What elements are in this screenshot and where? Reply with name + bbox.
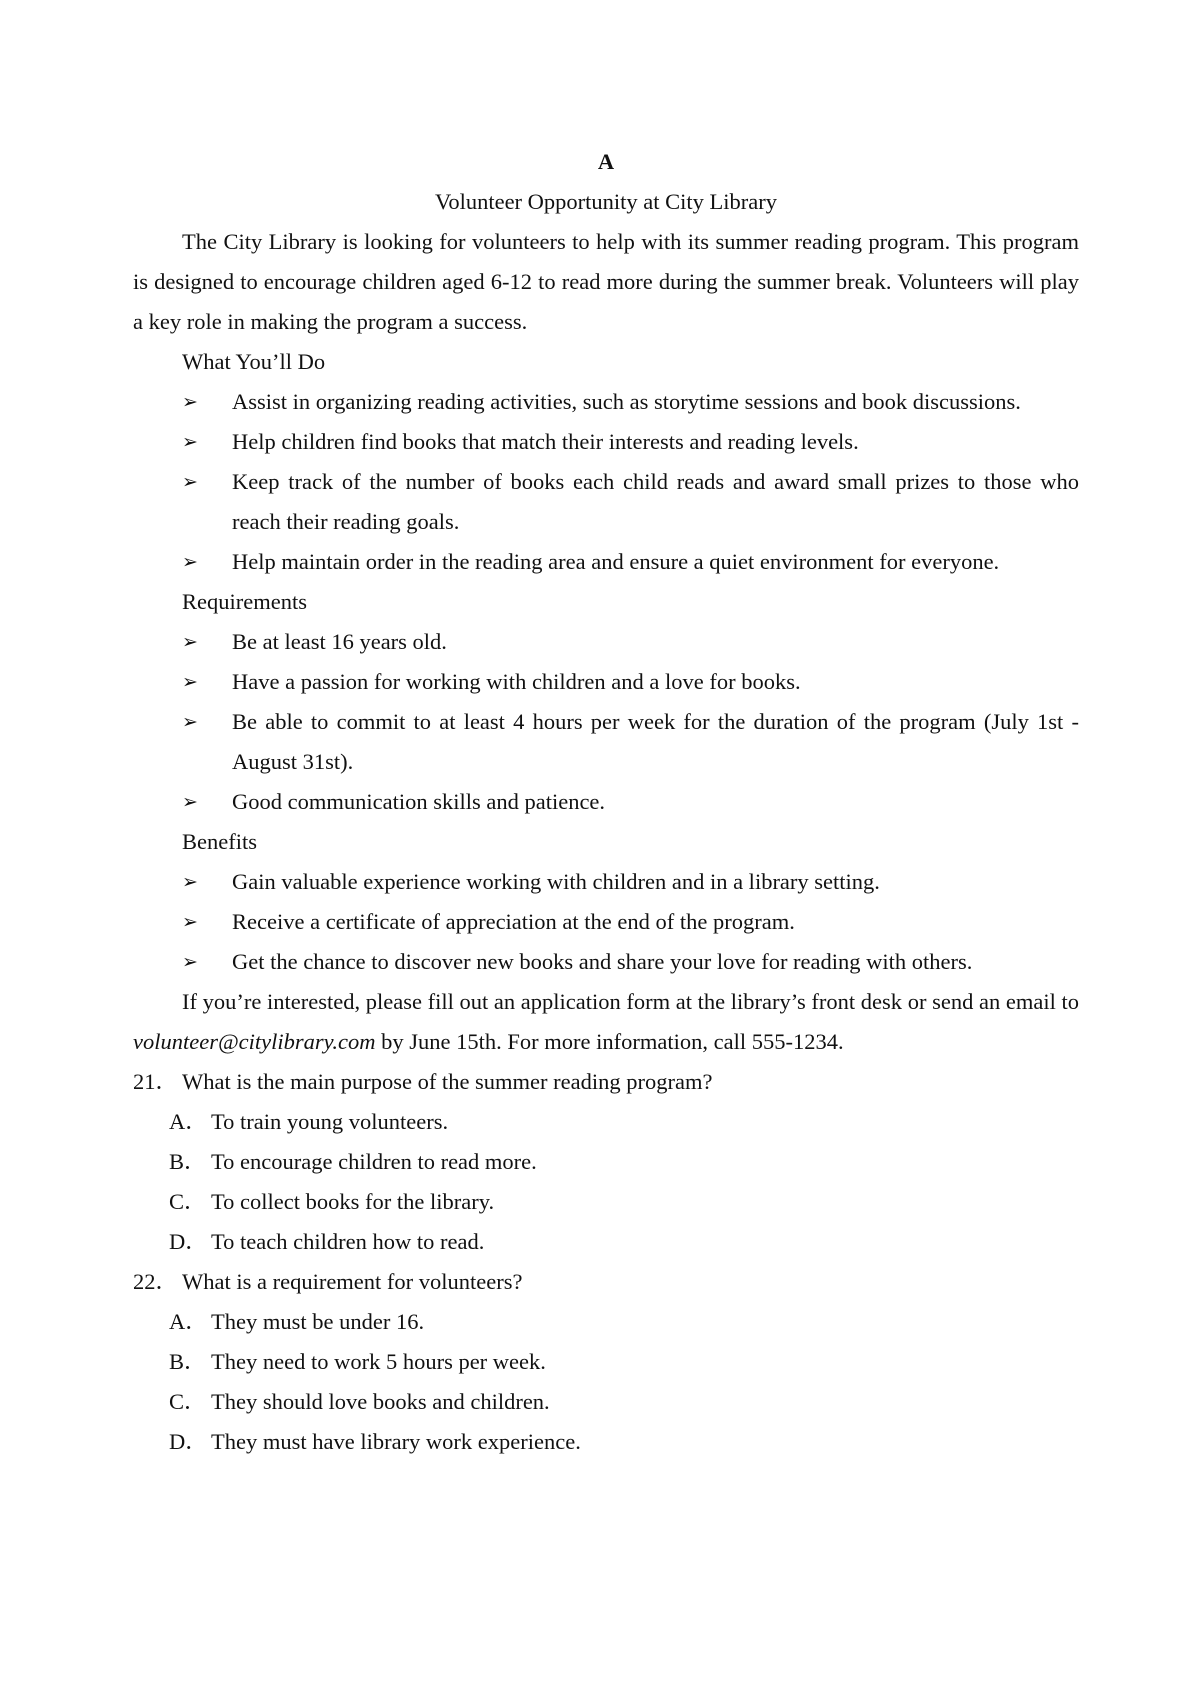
bullet-item xyxy=(133,902,1079,942)
question-22 xyxy=(133,1262,1079,1462)
option-d xyxy=(133,1422,1079,1462)
bullet-item xyxy=(133,382,1079,422)
section-heading: Requirements xyxy=(182,589,307,614)
option-d xyxy=(133,1222,1079,1262)
option-text: To collect books for the library. xyxy=(211,1189,495,1214)
question-stem xyxy=(133,1062,1079,1102)
arrow-bullet-icon: ➢ xyxy=(182,871,198,893)
option-text: They need to work 5 hours per week. xyxy=(211,1349,546,1374)
section-heading: Benefits xyxy=(182,829,257,854)
option-b xyxy=(133,1142,1079,1182)
bullet-item xyxy=(133,862,1079,902)
arrow-bullet-icon: ➢ xyxy=(182,471,198,493)
bullet-item xyxy=(133,942,1079,982)
bullet-text: Keep track of the number of books each child reads and award small prizes to those who reach their reading goals. xyxy=(232,469,1079,534)
bullet-text: Be at least 16 years old. xyxy=(232,629,447,654)
option-label: B． xyxy=(169,1149,207,1174)
question-21 xyxy=(133,1062,1079,1262)
option-label: A． xyxy=(169,1109,208,1134)
arrow-bullet-icon: ➢ xyxy=(182,791,198,813)
arrow-bullet-icon: ➢ xyxy=(182,631,198,653)
option-label: C． xyxy=(169,1189,207,1214)
bullet-text: Gain valuable experience working with children and in a library setting. xyxy=(232,869,880,894)
option-label: D． xyxy=(169,1229,208,1254)
closing-paragraph xyxy=(133,982,1079,1062)
bullet-item xyxy=(133,422,1079,462)
section-letter: A xyxy=(597,149,615,174)
bullet-item xyxy=(133,662,1079,702)
option-label: C． xyxy=(169,1389,207,1414)
bullet-text: Be able to commit to at least 4 hours per week for the duration of the program (July 1st - August 31st). xyxy=(232,709,1079,774)
bullet-item xyxy=(133,702,1079,782)
option-c xyxy=(133,1382,1079,1422)
option-text: To train young volunteers. xyxy=(211,1109,449,1134)
option-text: They must be under 16. xyxy=(211,1309,425,1334)
closing-text-before-email: If you’re interested, please fill out an application form at the library’s front desk or send an email to xyxy=(182,989,1079,1014)
passage-title: Volunteer Opportunity at City Library xyxy=(434,189,778,214)
bullet-text: Help maintain order in the reading area and ensure a quiet environment for everyone. xyxy=(232,549,1000,574)
bullet-item xyxy=(133,542,1079,582)
arrow-bullet-icon: ➢ xyxy=(182,951,198,973)
bullet-text: Assist in organizing reading activities, such as storytime sessions and book discussions. xyxy=(232,389,1021,414)
section-requirements xyxy=(133,582,1079,822)
question-text: What is the main purpose of the summer reading program? xyxy=(182,1069,713,1094)
option-a xyxy=(133,1302,1079,1342)
option-label: B． xyxy=(169,1349,207,1374)
section-benefits xyxy=(133,822,1079,982)
bullet-item xyxy=(133,462,1079,542)
option-a xyxy=(133,1102,1079,1142)
document-page xyxy=(133,142,1079,1462)
bullet-text: Help children find books that match their interests and reading levels. xyxy=(232,429,859,454)
bullet-text: Good communication skills and patience. xyxy=(232,789,606,814)
option-text: To encourage children to read more. xyxy=(211,1149,537,1174)
option-label: A． xyxy=(169,1309,208,1334)
bullet-item xyxy=(133,782,1079,822)
bullet-text: Receive a certificate of appreciation at the end of the program. xyxy=(232,909,795,934)
option-text: They must have library work experience. xyxy=(211,1429,581,1454)
question-stem xyxy=(133,1262,1079,1302)
option-text: To teach children how to read. xyxy=(211,1229,485,1254)
bullet-text: Have a passion for working with children and a love for books. xyxy=(232,669,801,694)
option-b xyxy=(133,1342,1079,1382)
arrow-bullet-icon: ➢ xyxy=(182,911,198,933)
question-number: 22． xyxy=(133,1269,179,1294)
arrow-bullet-icon: ➢ xyxy=(182,711,198,733)
arrow-bullet-icon: ➢ xyxy=(182,551,198,573)
question-text: What is a requirement for volunteers? xyxy=(182,1269,523,1294)
bullet-text: Get the chance to discover new books and share your love for reading with others. xyxy=(232,949,973,974)
section-heading: What You’ll Do xyxy=(182,349,326,374)
arrow-bullet-icon: ➢ xyxy=(182,671,198,693)
arrow-bullet-icon: ➢ xyxy=(182,431,198,453)
option-label: D． xyxy=(169,1429,208,1454)
intro-paragraph: The City Library is looking for volunteers to help with its summer reading program. This program is designed to encourage children aged 6-12 to read more during the summer break. Volunteers will play a key role in making the program a success. xyxy=(133,229,1079,334)
bullet-item xyxy=(133,622,1079,662)
arrow-bullet-icon: ➢ xyxy=(182,391,198,413)
question-number: 21． xyxy=(133,1069,179,1094)
section-what-youll-do xyxy=(133,342,1079,582)
email-address: volunteer@citylibrary.com xyxy=(133,1029,376,1054)
closing-text-after-email: by June 15th. For more information, call 555-1234. xyxy=(375,1029,844,1054)
option-c xyxy=(133,1182,1079,1222)
option-text: They should love books and children. xyxy=(211,1389,550,1414)
